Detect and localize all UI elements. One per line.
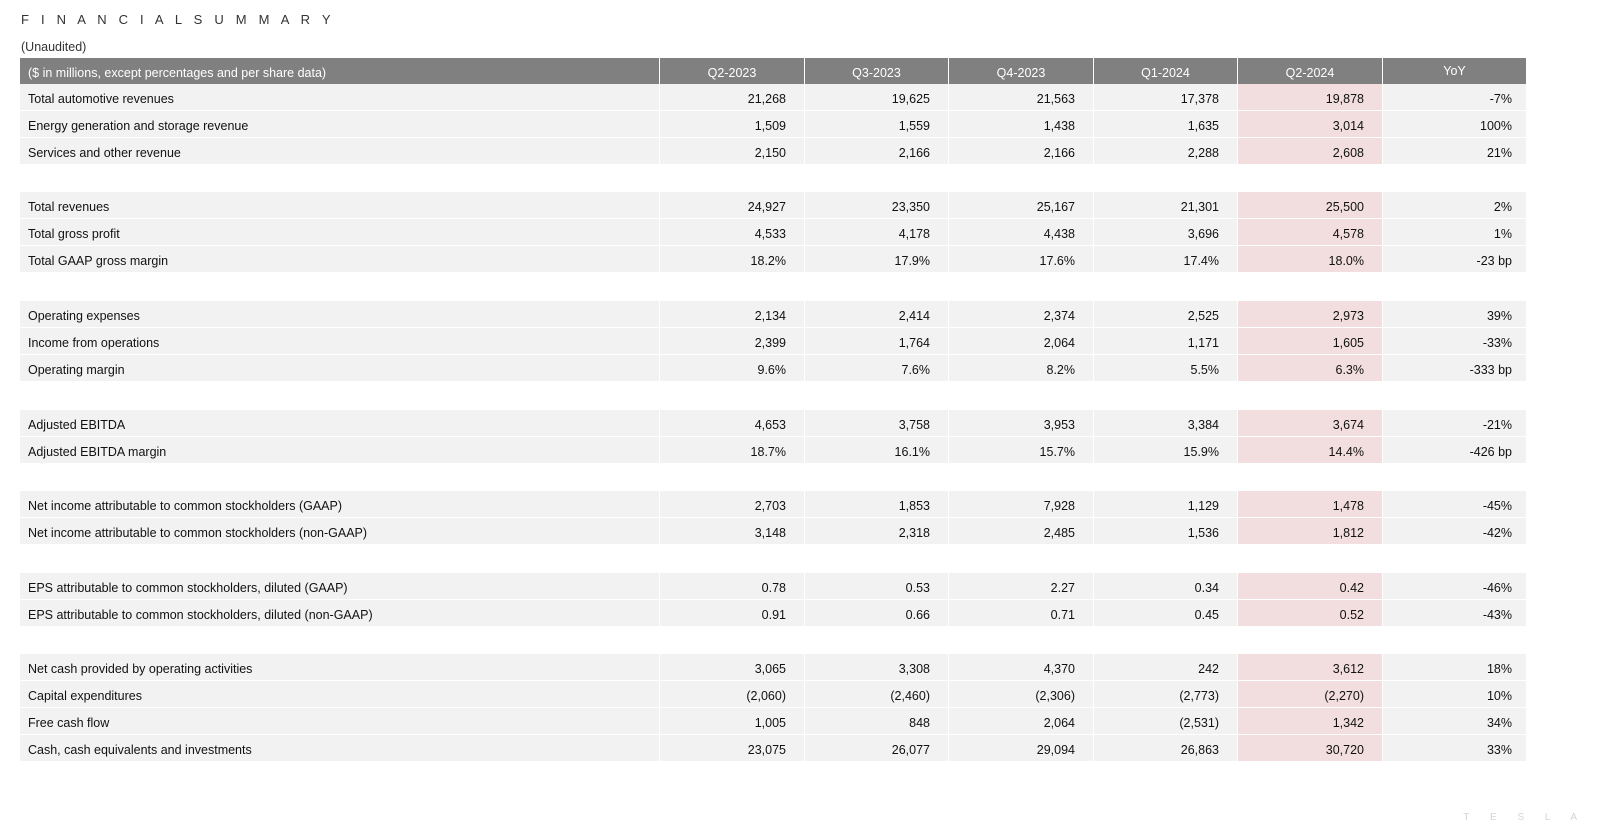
row-label-cell (20, 573, 659, 599)
highlight-value-cell (1238, 301, 1382, 327)
value-cell (660, 111, 804, 137)
header-col-q2-2024: Q2-2024 (1285, 66, 1335, 80)
quarter-value: 25,167 (1036, 200, 1075, 214)
quarter-value: 24,927 (747, 200, 786, 214)
quarter-value: 3,014 (1332, 119, 1364, 133)
value-cell (1094, 192, 1237, 218)
table-row (20, 84, 1526, 110)
value-cell (949, 355, 1093, 381)
quarter-value: 1,438 (1043, 119, 1075, 133)
row-label-cell (20, 246, 659, 272)
quarter-value: 26,077 (891, 743, 930, 757)
yoy-value: 21% (1486, 146, 1512, 160)
yoy-cell (1383, 600, 1526, 626)
quarter-value: 2,166 (898, 146, 930, 160)
quarter-value: 9.6% (757, 363, 786, 377)
quarter-value: 15.7% (1039, 445, 1075, 459)
quarter-value: 1,635 (1187, 119, 1219, 133)
highlight-value-cell (1238, 219, 1382, 245)
table-row (20, 246, 1526, 272)
value-cell (660, 491, 804, 517)
value-cell (1094, 654, 1237, 680)
quarter-value: 2,318 (898, 526, 930, 540)
row-label-cell (20, 219, 659, 245)
value-cell (805, 600, 948, 626)
yoy-value: -7% (1489, 92, 1512, 106)
value-cell (805, 219, 948, 245)
yoy-cell (1383, 410, 1526, 436)
yoy-cell (1383, 328, 1526, 354)
quarter-value: 8.2% (1046, 363, 1075, 377)
value-cell (805, 681, 948, 707)
value-cell (660, 518, 804, 544)
quarter-value: 30,720 (1325, 743, 1364, 757)
value-cell (805, 437, 948, 463)
quarter-value: 2,525 (1187, 309, 1219, 323)
value-cell (1094, 437, 1237, 463)
value-cell (949, 219, 1093, 245)
quarter-value: 1,559 (898, 119, 930, 133)
quarter-value: 4,533 (754, 227, 786, 241)
value-cell (1094, 708, 1237, 734)
table-row (20, 301, 1526, 327)
quarter-value: 3,065 (754, 662, 786, 676)
yoy-cell (1383, 491, 1526, 517)
quarter-value: 3,674 (1332, 418, 1364, 432)
quarter-value: 3,953 (1043, 418, 1075, 432)
row-label: Total GAAP gross margin (28, 254, 169, 268)
highlight-value-cell (1238, 328, 1382, 354)
yoy-cell (1383, 219, 1526, 245)
quarter-value: 0.78 (761, 581, 786, 595)
quarter-value: 2,399 (754, 336, 786, 350)
highlight-value-cell (1238, 681, 1382, 707)
row-label: Energy generation and storage revenue (28, 119, 249, 133)
value-cell (660, 219, 804, 245)
yoy-value: 33% (1486, 743, 1512, 757)
value-cell (805, 192, 948, 218)
value-cell (949, 600, 1093, 626)
table-row (20, 219, 1526, 245)
header-label: ($ in millions, except percentages and per share data) (28, 66, 327, 80)
table-row (20, 518, 1526, 544)
quarter-value: 2,608 (1332, 146, 1364, 160)
quarter-value: 1,764 (898, 336, 930, 350)
row-label-cell (20, 410, 659, 436)
row-label: Income from operations (28, 336, 160, 350)
row-label-cell (20, 192, 659, 218)
quarter-value: (2,531) (1179, 716, 1219, 730)
row-label: Net income attributable to common stockholders (GAAP) (28, 499, 343, 513)
quarter-value: 17,378 (1180, 92, 1219, 106)
yoy-cell (1383, 355, 1526, 381)
quarter-value: 2,703 (754, 499, 786, 513)
row-label: EPS attributable to common stockholders, diluted (non-GAAP) (28, 608, 373, 622)
value-cell (1094, 600, 1237, 626)
highlight-value-cell (1238, 735, 1382, 761)
value-cell (1094, 111, 1237, 137)
row-label: EPS attributable to common stockholders, diluted (GAAP) (28, 581, 348, 595)
quarter-value: 3,758 (898, 418, 930, 432)
quarter-value: 4,370 (1043, 662, 1075, 676)
table-header (20, 58, 1526, 84)
row-label-cell (20, 600, 659, 626)
highlight-value-cell (1238, 437, 1382, 463)
value-cell (949, 410, 1093, 436)
value-cell (949, 735, 1093, 761)
value-cell (949, 654, 1093, 680)
yoy-value: -45% (1482, 499, 1512, 513)
value-cell (805, 84, 948, 110)
quarter-value: 242 (1198, 662, 1219, 676)
quarter-value: 1,853 (898, 499, 930, 513)
row-label: Capital expenditures (28, 689, 142, 703)
quarter-value: 1,342 (1332, 716, 1364, 730)
value-cell (805, 246, 948, 272)
value-cell (805, 301, 948, 327)
value-cell (660, 84, 804, 110)
row-label-cell (20, 138, 659, 164)
table-row (20, 328, 1526, 354)
row-label: Total automotive revenues (28, 92, 174, 106)
highlight-value-cell (1238, 246, 1382, 272)
yoy-value: 10% (1486, 689, 1512, 703)
quarter-value: 848 (909, 716, 930, 730)
highlight-value-cell (1238, 600, 1382, 626)
table-row (20, 410, 1526, 436)
quarter-value: 0.34 (1194, 581, 1219, 595)
row-label: Cash, cash equivalents and investments (28, 743, 252, 757)
row-label: Total gross profit (28, 227, 120, 241)
quarter-value: 3,384 (1187, 418, 1219, 432)
value-cell (949, 708, 1093, 734)
yoy-cell (1383, 192, 1526, 218)
value-cell (949, 84, 1093, 110)
quarter-value: 23,075 (747, 743, 786, 757)
quarter-value: 1,605 (1332, 336, 1364, 350)
quarter-value: 4,438 (1043, 227, 1075, 241)
value-cell (805, 654, 948, 680)
quarter-value: 2,973 (1332, 309, 1364, 323)
value-cell (1094, 84, 1237, 110)
table-row (20, 573, 1526, 599)
quarter-value: 1,812 (1332, 526, 1364, 540)
highlight-value-cell (1238, 192, 1382, 218)
yoy-cell (1383, 573, 1526, 599)
quarter-value: 1,005 (754, 716, 786, 730)
table-row (20, 735, 1526, 761)
row-label-cell (20, 518, 659, 544)
value-cell (949, 573, 1093, 599)
value-cell (660, 138, 804, 164)
yoy-cell (1383, 84, 1526, 110)
yoy-value: -46% (1482, 581, 1512, 595)
value-cell (949, 328, 1093, 354)
highlight-value-cell (1238, 138, 1382, 164)
value-cell (660, 600, 804, 626)
quarter-value: 25,500 (1325, 200, 1364, 214)
row-label-cell (20, 491, 659, 517)
row-label: Operating expenses (28, 309, 140, 323)
header-col-q4-2023: Q4-2023 (996, 66, 1046, 80)
yoy-value: -23 bp (1476, 254, 1512, 268)
yoy-value: -43% (1482, 608, 1512, 622)
quarter-value: 2,414 (898, 309, 930, 323)
table-row (20, 192, 1526, 218)
table-row (20, 491, 1526, 517)
value-cell (949, 192, 1093, 218)
quarter-value: 4,178 (898, 227, 930, 241)
header-col-yoy: YoY (1443, 64, 1466, 78)
highlight-value-cell (1238, 573, 1382, 599)
quarter-value: 3,148 (754, 526, 786, 540)
quarter-value: 15.9% (1183, 445, 1219, 459)
header-col-q2-2023: Q2-2023 (707, 66, 757, 80)
value-cell (805, 735, 948, 761)
row-label-cell (20, 437, 659, 463)
value-cell (1094, 355, 1237, 381)
value-cell (1094, 246, 1237, 272)
value-cell (660, 681, 804, 707)
yoy-value: 1% (1493, 227, 1512, 241)
value-cell (1094, 219, 1237, 245)
value-cell (660, 355, 804, 381)
row-label: Adjusted EBITDA margin (28, 445, 167, 459)
row-label-cell (20, 111, 659, 137)
quarter-value: 0.53 (905, 581, 930, 595)
value-cell (949, 111, 1093, 137)
quarter-value: 18.0% (1328, 254, 1364, 268)
row-label: Operating margin (28, 363, 125, 377)
quarter-value: 17.9% (894, 254, 930, 268)
quarter-value: 0.45 (1194, 608, 1219, 622)
value-cell (949, 681, 1093, 707)
table-row (20, 355, 1526, 381)
quarter-value: 1,478 (1332, 499, 1364, 513)
yoy-cell (1383, 654, 1526, 680)
quarter-value: 1,536 (1187, 526, 1219, 540)
quarter-value: 17.4% (1183, 254, 1219, 268)
yoy-value: 18% (1486, 662, 1512, 676)
value-cell (805, 138, 948, 164)
value-cell (1094, 328, 1237, 354)
value-cell (949, 246, 1093, 272)
table-row (20, 437, 1526, 463)
quarter-value: 21,301 (1180, 200, 1219, 214)
value-cell (1094, 138, 1237, 164)
row-label: Net income attributable to common stockholders (non-GAAP) (28, 526, 368, 540)
table-row (20, 138, 1526, 164)
value-cell (949, 491, 1093, 517)
row-label: Net cash provided by operating activities (28, 662, 253, 676)
yoy-cell (1383, 708, 1526, 734)
value-cell (949, 437, 1093, 463)
row-label-cell (20, 654, 659, 680)
yoy-value: 100% (1480, 119, 1512, 133)
yoy-value: -333 bp (1469, 363, 1512, 377)
row-label-cell (20, 355, 659, 381)
highlight-value-cell (1238, 518, 1382, 544)
yoy-cell (1383, 246, 1526, 272)
quarter-value: 1,129 (1187, 499, 1219, 513)
yoy-cell (1383, 735, 1526, 761)
table-row (20, 681, 1526, 707)
highlight-value-cell (1238, 491, 1382, 517)
page-title: F I N A N C I A L S U M M A R Y (21, 12, 335, 27)
quarter-value: 3,612 (1332, 662, 1364, 676)
quarter-value: 18.7% (750, 445, 786, 459)
yoy-value: -426 bp (1469, 445, 1512, 459)
yoy-cell (1383, 518, 1526, 544)
highlight-value-cell (1238, 355, 1382, 381)
highlight-value-cell (1238, 654, 1382, 680)
row-label-cell (20, 84, 659, 110)
quarter-value: 2,485 (1043, 526, 1075, 540)
row-label-cell (20, 328, 659, 354)
row-label: Free cash flow (28, 716, 110, 730)
value-cell (949, 301, 1093, 327)
value-cell (805, 410, 948, 436)
value-cell (805, 491, 948, 517)
value-cell (660, 410, 804, 436)
quarter-value: (2,460) (890, 689, 930, 703)
quarter-value: 14.4% (1328, 445, 1364, 459)
quarter-value: 19,878 (1325, 92, 1364, 106)
yoy-cell (1383, 681, 1526, 707)
row-label-cell (20, 735, 659, 761)
value-cell (1094, 491, 1237, 517)
quarter-value: 17.6% (1039, 254, 1075, 268)
value-cell (805, 355, 948, 381)
quarter-value: 29,094 (1036, 743, 1075, 757)
quarter-value: 2,064 (1043, 336, 1075, 350)
quarter-value: 6.3% (1335, 363, 1364, 377)
quarter-value: 0.66 (905, 608, 930, 622)
value-cell (805, 328, 948, 354)
quarter-value: 3,696 (1187, 227, 1219, 241)
yoy-cell (1383, 437, 1526, 463)
quarter-value: 16.1% (894, 445, 930, 459)
yoy-value: -21% (1482, 418, 1512, 432)
highlight-value-cell (1238, 708, 1382, 734)
quarter-value: (2,306) (1035, 689, 1075, 703)
value-cell (1094, 735, 1237, 761)
quarter-value: 2,134 (754, 309, 786, 323)
page-subtitle: (Unaudited) (21, 40, 87, 54)
value-cell (949, 518, 1093, 544)
header-col-q1-2024: Q1-2024 (1141, 66, 1190, 80)
table-row (20, 654, 1526, 680)
value-cell (805, 111, 948, 137)
quarter-value: 3,308 (898, 662, 930, 676)
value-cell (805, 573, 948, 599)
quarter-value: 2,288 (1187, 146, 1219, 160)
quarter-value: 2,064 (1043, 716, 1075, 730)
value-cell (660, 437, 804, 463)
quarter-value: 0.42 (1339, 581, 1364, 595)
row-label-cell (20, 708, 659, 734)
highlight-value-cell (1238, 111, 1382, 137)
table-row (20, 708, 1526, 734)
row-label-cell (20, 681, 659, 707)
yoy-value: -42% (1482, 526, 1512, 540)
value-cell (805, 518, 948, 544)
table-row (20, 111, 1526, 137)
yoy-value: 39% (1486, 309, 1512, 323)
quarter-value: 2.27 (1050, 581, 1075, 595)
value-cell (1094, 681, 1237, 707)
yoy-value: 2% (1493, 200, 1512, 214)
quarter-value: 21,268 (747, 92, 786, 106)
yoy-value: -33% (1482, 336, 1512, 350)
quarter-value: 2,374 (1043, 309, 1075, 323)
header-col-q3-2023: Q3-2023 (852, 66, 901, 80)
quarter-value: 0.52 (1339, 608, 1364, 622)
quarter-value: 23,350 (891, 200, 930, 214)
quarter-value: 2,166 (1043, 146, 1075, 160)
table-row (20, 600, 1526, 626)
quarter-value: 4,578 (1332, 227, 1364, 241)
row-label: Total revenues (28, 200, 110, 214)
value-cell (660, 301, 804, 327)
value-cell (660, 246, 804, 272)
value-cell (660, 708, 804, 734)
quarter-value: 0.91 (761, 608, 786, 622)
value-cell (1094, 410, 1237, 436)
quarter-value: 7.6% (901, 363, 930, 377)
quarter-value: 7,928 (1043, 499, 1075, 513)
quarter-value: (2,270) (1324, 689, 1364, 703)
quarter-value: 2,150 (754, 146, 786, 160)
quarter-value: 21,563 (1036, 92, 1075, 106)
row-label-cell (20, 301, 659, 327)
quarter-value: 5.5% (1190, 363, 1219, 377)
quarter-value: 26,863 (1180, 743, 1219, 757)
yoy-value: 34% (1486, 716, 1512, 730)
value-cell (949, 138, 1093, 164)
row-label: Services and other revenue (28, 146, 181, 160)
value-cell (1094, 573, 1237, 599)
yoy-cell (1383, 138, 1526, 164)
value-cell (660, 654, 804, 680)
value-cell (660, 573, 804, 599)
highlight-value-cell (1238, 84, 1382, 110)
quarter-value: 18.2% (750, 254, 786, 268)
row-label: Adjusted EBITDA (28, 418, 126, 432)
quarter-value: 1,509 (754, 119, 786, 133)
value-cell (805, 708, 948, 734)
value-cell (660, 192, 804, 218)
value-cell (1094, 301, 1237, 327)
yoy-cell (1383, 111, 1526, 137)
highlight-value-cell (1238, 410, 1382, 436)
quarter-value: (2,060) (746, 689, 786, 703)
quarter-value: 19,625 (891, 92, 930, 106)
value-cell (660, 328, 804, 354)
quarter-value: 1,171 (1187, 336, 1219, 350)
quarter-value: 0.71 (1050, 608, 1075, 622)
yoy-cell (1383, 301, 1526, 327)
quarter-value: (2,773) (1179, 689, 1219, 703)
value-cell (660, 735, 804, 761)
tesla-watermark: T E S L A (1463, 812, 1586, 823)
quarter-value: 4,653 (754, 418, 786, 432)
value-cell (1094, 518, 1237, 544)
